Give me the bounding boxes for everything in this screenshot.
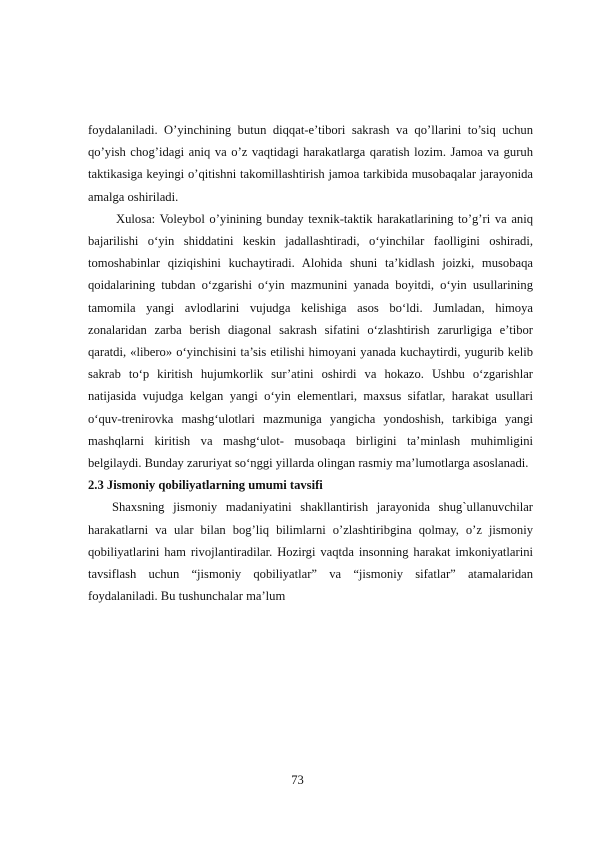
page-number: 73 xyxy=(291,773,304,787)
paragraph-continuation: foydalaniladi. O’yinchining butun diqqat-e’tibori sakrash va qo’llarini to’siq uchun qo’yish chog’idagi aniq va o’z vaqtidagi harakatlarga qaratish lozim. Jamoa va guruh taktikasiga keyingi o’qitishni takomillashtirish jamoa tarkibida musobaqalar jarayonida amalga oshiriladi. xyxy=(88,123,533,204)
paragraph-section-intro: Shaxsning jismoniy madaniyatini shakllantirish jarayonida shug`ullanuvchilar harakatlarni va ular bilan bog’liq bilimlarni o’zlashtiribgina qolmay, o’z jismoniy qobiliyatlarini ham rivojlantiradilar. Hozirgi vaqtda insonning harakat imkoniyatlarini tavsiflash uchun “jismoniy qobiliyatlar” va “jismoniy sifatlar” atamalaridan foydalaniladi. Bu tushunchalar ma’lum xyxy=(88,500,533,604)
paragraph-conclusion: Xulosa: Voleybol o’yinining bunday texnik-taktik harakatlarining to’g’ri va aniq bajarilishi o‘yin shiddatini keskin jadallashtiradi, o‘yinchilar faolligini oshiradi, tomoshabinlar qiziqishini kuchaytiradi. Alohida shuni ta’kidlash joizki, musobaqa qoidalarining tubdan o‘zgarishi o‘yin mazmunini yanada boyitdi, o‘yin usullarining tamomila yangi avlodlarini vujudga kelishiga asos bo‘ldi. Jumladan, himoya zonalaridan zarba berish diagonal sakrash sifatini o‘zlashtirish zarurligiga e’tibor qaratdi, «libero» o‘yinchisini ta’sis etilishi himoyani yanada kuchaytirdi, yugurib kelib sakrab to‘p kiritish hujumkorlik sur’atini oshirdi va hokazo. Ushbu o‘zgarishlar natijasida vujudga kelgan yangi o‘yin elementlari, maxsus sifatlar, harakat usullari o‘quv-trenirovka mashg‘ulotlari mazmuniga yangicha yondoshish, tarkibiga yangi mashqlarni kiritish va mashg‘ulot- musobaqa birligini ta’minlash muhimligini belgilaydi. Bunday zaruriyat so‘nggi yillarda olingan rasmiy ma’lumotlarga asoslanadi. xyxy=(88,211,533,471)
body-text xyxy=(88,119,533,607)
section-heading: 2.3 Jismoniy qobiliyatlarning umumi tavsifi xyxy=(88,478,323,493)
